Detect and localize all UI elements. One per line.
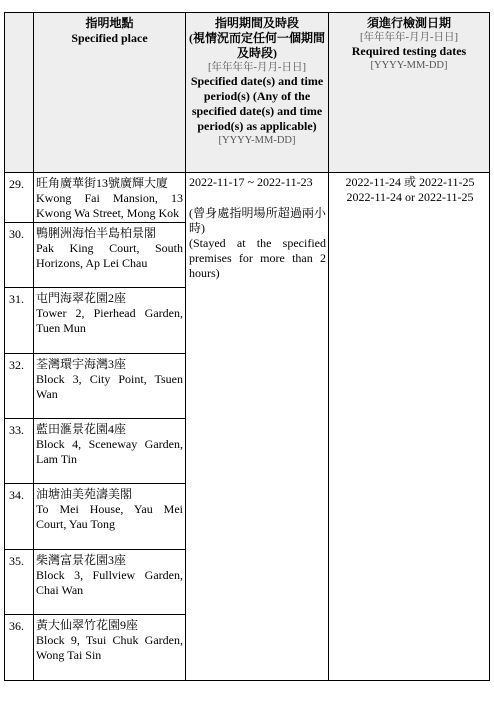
place-cell: [34, 354, 186, 419]
place-cell: [34, 223, 186, 288]
place-cell: [34, 173, 186, 223]
place-name-en: Block 9, Tsui Chuk Garden, Wong Tai Sin: [36, 633, 183, 662]
place-name-zh: 黃大仙翠竹花園9座: [36, 618, 139, 632]
row-number: 36.: [5, 615, 34, 681]
period-range: 2022-11-17 ~ 2022-11-23: [189, 175, 313, 189]
row-number: 33.: [5, 419, 34, 484]
specified-period-cell: [186, 173, 329, 681]
header-period-zh: 指明期間及時段: [214, 16, 299, 30]
header-testing-zh: 須進行檢測日期: [366, 16, 451, 30]
header-testing: [329, 13, 490, 173]
place-name-en: Block 4, Sceneway Garden, Lam Tin: [36, 437, 183, 466]
place-name-zh: 鴨脷洲海怡半島柏景閣: [36, 226, 157, 240]
header-period-en: Specified date(s) and time period(s) (Any of the specified date(s) and time period(s) as applicable): [190, 74, 324, 133]
place-name-zh: 藍田滙景花園4座: [36, 422, 127, 436]
place-name-en: Pak King Court, South Horizons, Ap Lei Chau: [36, 241, 183, 270]
header-place-zh: 指明地點: [85, 16, 134, 30]
header-period-zh-note: (視情況而定任何一個期間及時段): [189, 31, 325, 60]
testing-dates-zh: 2022-11-24 或 2022-11-25: [345, 175, 475, 189]
row-number: 30.: [5, 223, 34, 288]
testing-dates-cell: [329, 173, 490, 681]
place-name-en: Tower 2, Pierhead Garden, Tuen Mun: [36, 306, 183, 335]
period-note-zh: (曾身處指明場所超過兩小時): [189, 206, 326, 235]
testing-dates-en: 2022-11-24 or 2022-11-25: [346, 190, 474, 204]
place-cell: [34, 550, 186, 615]
place-cell: [34, 484, 186, 550]
place-name-en: Kwong Fai Mansion, 13 Kwong Wa Street, Mong Kok: [36, 191, 183, 220]
place-cell: [34, 615, 186, 681]
place-name-zh: 荃灣環宇海灣3座: [36, 357, 127, 371]
header-period-en-format: [YYYY-MM-DD]: [218, 135, 296, 146]
row-number: 31.: [5, 288, 34, 354]
place-name-zh: 旺角廣華街13號廣輝大廈: [36, 176, 169, 190]
table-header-row: [5, 13, 490, 173]
place-name-zh: 油塘油美苑濤美閣: [36, 487, 133, 501]
place-cell: [34, 419, 186, 484]
row-number: 34.: [5, 484, 34, 550]
row-number: 35.: [5, 550, 34, 615]
header-testing-en-format: [YYYY-MM-DD]: [370, 60, 448, 71]
row-number: 32.: [5, 354, 34, 419]
place-name-zh: 柴灣富景花園3座: [36, 553, 127, 567]
place-name-en: Block 3, Fullview Garden, Chai Wan: [36, 568, 183, 597]
header-period-zh-format: [年年年年-月月-日日]: [208, 62, 306, 73]
header-number-cell: [5, 13, 34, 173]
place-cell: [34, 288, 186, 354]
header-testing-en: Required testing dates: [351, 44, 467, 58]
header-period: [186, 13, 329, 173]
place-name-zh: 屯門海翠花園2座: [36, 291, 127, 305]
specified-places-table: [4, 12, 490, 681]
header-place-en: Specified place: [71, 31, 148, 45]
table-row: [5, 173, 490, 223]
row-number: 29.: [5, 173, 34, 223]
header-place: [34, 13, 186, 173]
period-note-en: (Stayed at the specified premises for more than 2 hours): [189, 236, 326, 280]
place-name-en: Block 3, City Point, Tsuen Wan: [36, 372, 183, 401]
header-testing-zh-format: [年年年年-月月-日日]: [360, 32, 458, 43]
place-name-en: To Mei House, Yau Mei Court, Yau Tong: [36, 502, 183, 531]
